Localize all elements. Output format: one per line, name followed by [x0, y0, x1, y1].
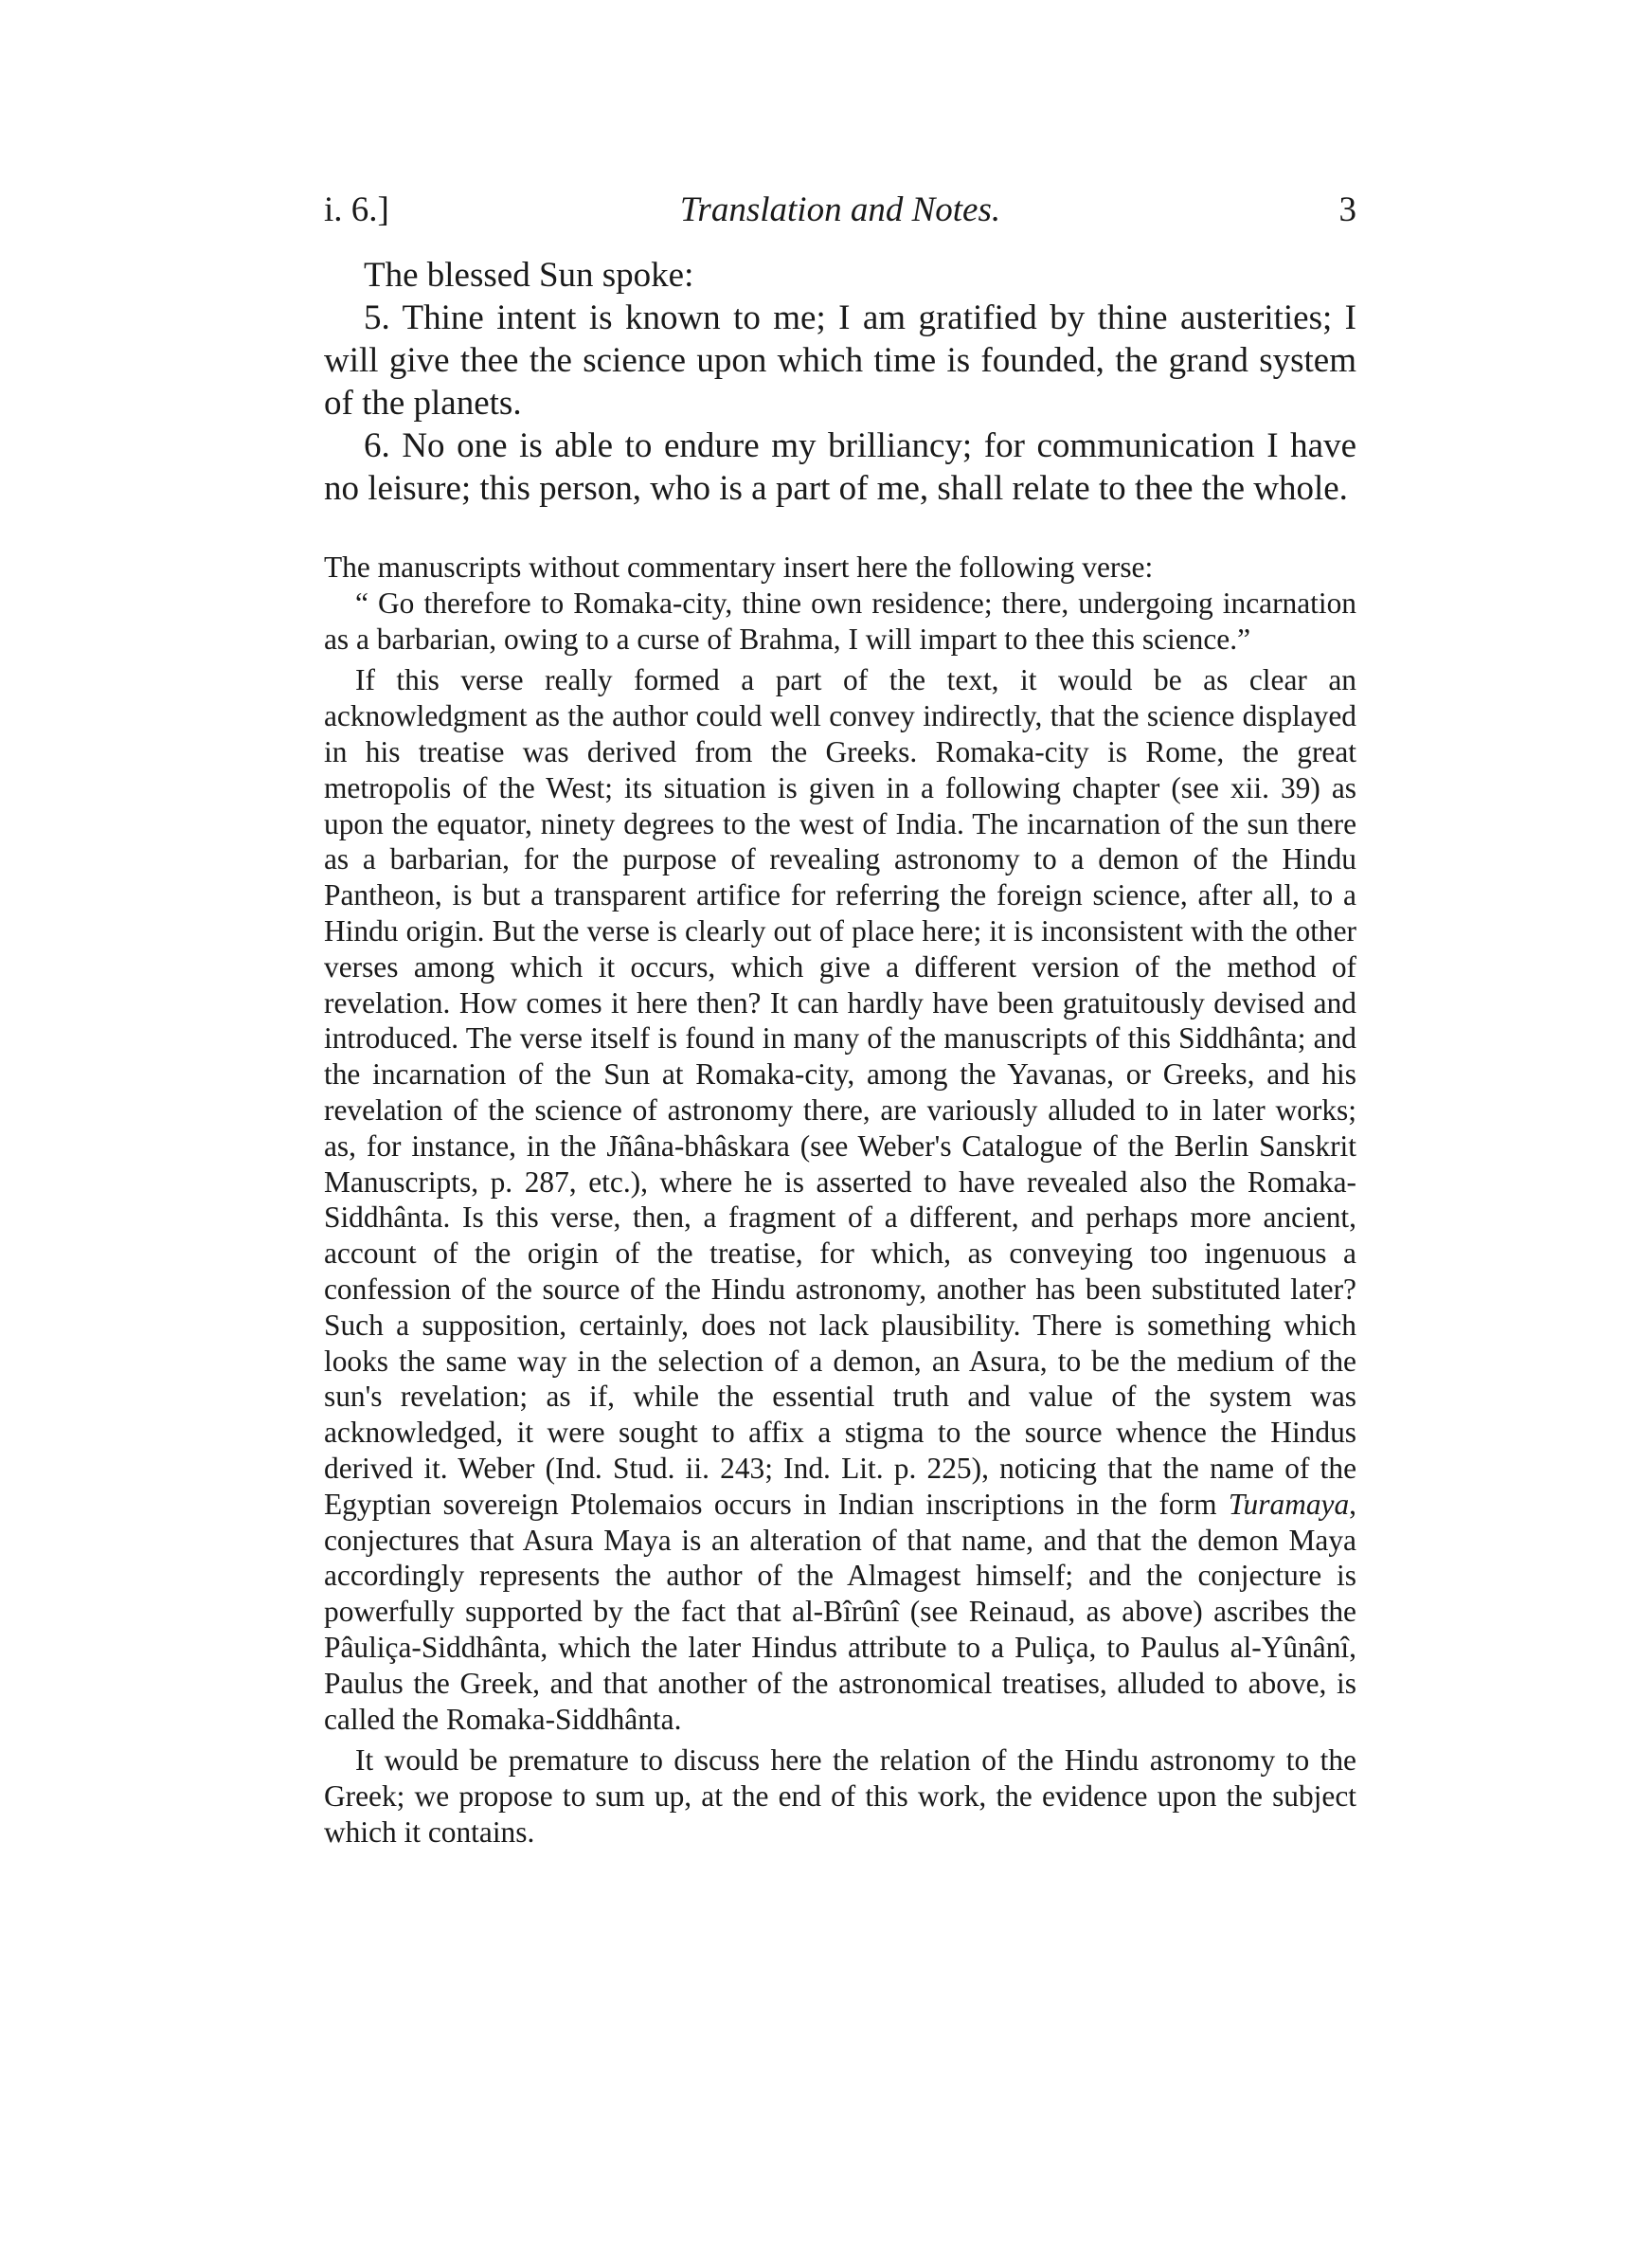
notes-paragraph-1: [324, 662, 1356, 1737]
notes: [324, 550, 1356, 1851]
verse-6: 6. No one is able to endure my brilliancy; for communication I have no leisure; this person, who is a part of me, shall relate to thee the whole.: [324, 426, 1356, 508]
turamaya-term: Turamaya: [1228, 1487, 1350, 1521]
section-reference: i. 6.]: [324, 190, 389, 229]
running-title: Translation and Notes.: [679, 190, 1001, 229]
speaker-line: The blessed Sun spoke:: [364, 256, 694, 295]
notes-paragraph-1-continuation: , conjectures that Asura Maya is an alteration of that name, and that the demon Maya accordingly represents the author of the Almagest himself; and the conjecture is powerfully supported by the fact that al-Bîrûnî (see Reinaud, as above) ascribes the Pâuliça-Siddhânta, which the later Hindus attribute to a Puliça, to Paulus al-Yûnânî, Paulus the Greek, and that another of the astronomical treatises, alluded to above, is called the Romaka-Siddhânta.: [324, 1487, 1356, 1736]
running-head: [324, 190, 1356, 237]
verse-5: 5. Thine intent is known to me; I am gratified by thine austerities; I will give thee the science upon which time is founded, the grand system of the planets.: [324, 298, 1356, 423]
verse-text: [324, 254, 1356, 510]
page-number: 3: [1338, 190, 1356, 229]
notes-paragraph-2: It would be premature to discuss here the relation of the Hindu astronomy to the Greek; we propose to sum up, at the end of this work, the evidence upon the subject which it contains.: [324, 1743, 1356, 1849]
interpolated-verse-quote: “ Go therefore to Romaka-city, thine own residence; there, undergoing incarnation as a barbarian, owing to a curse of Brahma, I will impart to thee this science.”: [324, 586, 1356, 656]
notes-paragraph-1-text: If this verse really formed a part of the text, it would be as clear an acknowledgment as the author could well convey indirectly, that the science displayed in his treatise was derived from the Greeks. Romaka-city is Rome, the great metropolis of the West; its situation is given in a following chapter (see xii. 39) as upon the equator, ninety degrees to the west of India. The incarnation of the sun there as a barbarian, for the purpose of revealing astronomy to a demon of the Hindu Pantheon, is but a transparent artifice for referring the foreign science, after all, to a Hindu origin. But the verse is clearly out of place here; it is inconsistent with the other verses among which it occurs, which give a different version of the method of revelation. How comes it here then? It can hardly have been gratuitously devised and introduced. The verse itself is found in many of the manuscripts of this Siddhânta; and the incarnation of the Sun at Romaka-city, among the Yavanas, or Greeks, and his revelation of the science of astronomy there, are variously alluded to in later works; as, for instance, in the Jñâna-bhâskara (see Weber's Catalogue of the Berlin Sanskrit Manuscripts, p. 287, etc.), where he is asserted to have revealed also the Romaka-Siddhânta. Is this verse, then, a fragment of a different, and perhaps more ancient, account of the origin of the treatise, for which, as conveying too ingenuous a confession of the source of the Hindu astronomy, another has been substituted later? Such a supposition, certainly, does not lack plausibility. There is something which looks the same way in the selection of a demon, an Asura, to be the medium of the sun's revelation; as if, while the essential truth and value of the system was acknowledged, it were sought to affix a stigma to the source whence the Hindus derived it. Weber (Ind. Stud. ii. 243; Ind. Lit. p. 225), noticing that the name of the Egyptian sovereign Ptolemaios occurs in Indian inscriptions in the form: [324, 663, 1356, 1521]
notes-intro: The manuscripts without commentary insert here the following verse:: [324, 551, 1154, 584]
